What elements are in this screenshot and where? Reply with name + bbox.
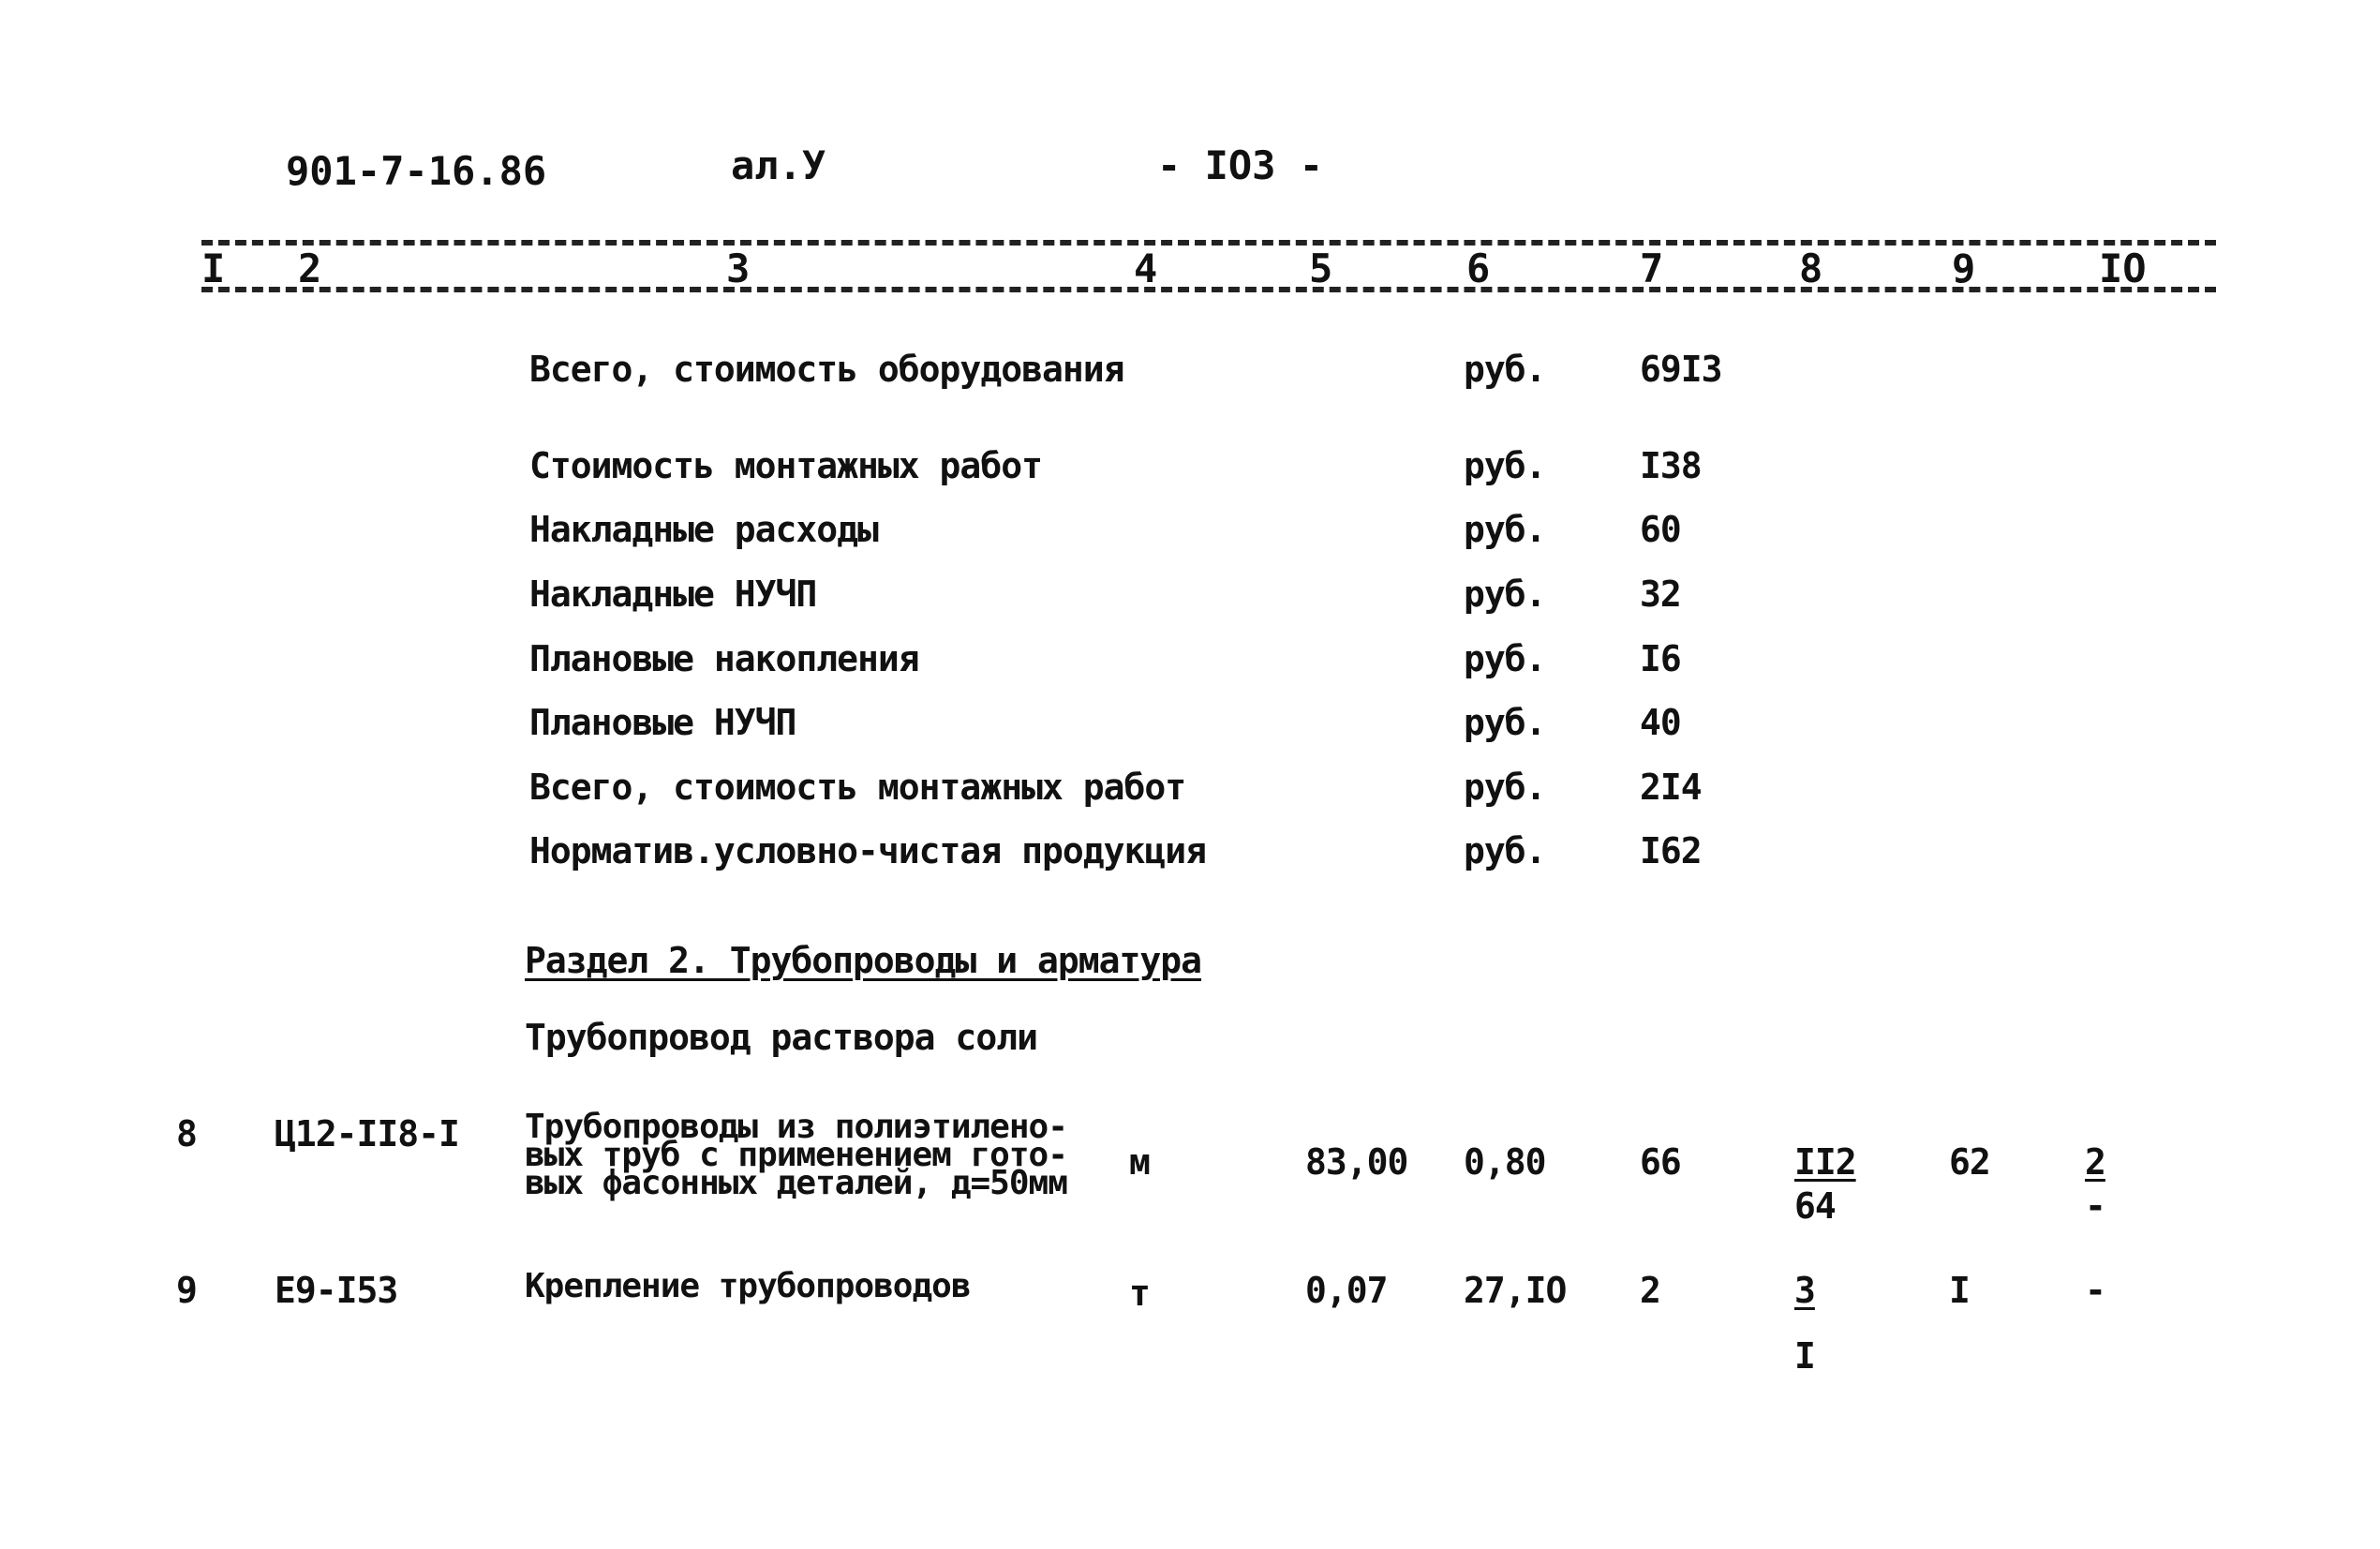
row-value: 2I4: [1640, 767, 1702, 808]
section-title: Раздел 2. Трубопроводы и арматура: [525, 940, 1201, 981]
row-unit: руб.: [1464, 573, 1546, 615]
row-value: 40: [1640, 702, 1681, 743]
item-code: Е9-I53: [275, 1270, 398, 1311]
item-description: [525, 1267, 971, 1305]
item-unit-price: 27,IO: [1464, 1270, 1567, 1311]
row-value: I6: [1640, 638, 1681, 679]
row-unit: руб.: [1464, 767, 1546, 808]
row-unit: руб.: [1464, 445, 1546, 486]
row-label: Всего, стоимость монтажных работ: [529, 767, 1186, 808]
row-label: Плановые накопления: [529, 638, 919, 679]
table-header-top-line: [201, 240, 2216, 246]
description-line: вых фасонных деталей, д=50мм: [525, 1164, 1067, 1202]
row-value: 69I3: [1640, 349, 1722, 390]
column-number-1: I: [201, 246, 226, 291]
column-number-3: 3: [726, 246, 751, 291]
item-col8-bottom: 64: [1794, 1185, 1836, 1227]
item-total: 2: [1640, 1270, 1660, 1311]
item-code: Ц12-II8-I: [275, 1113, 459, 1154]
row-value: 32: [1640, 573, 1681, 615]
item-number: 9: [176, 1270, 197, 1311]
row-unit: руб.: [1464, 509, 1546, 550]
description-line: Крепление трубопроводов: [525, 1267, 971, 1305]
item-unit: м: [1129, 1141, 1150, 1183]
item-description: [525, 1108, 1067, 1202]
row-label: Накладные НУЧП: [529, 573, 817, 615]
item-unit: т: [1129, 1273, 1150, 1314]
column-number-8: 8: [1799, 246, 1823, 291]
item-col10-bottom: -: [2085, 1185, 2105, 1227]
item-col8-top: 3: [1794, 1270, 1815, 1311]
row-unit: руб.: [1464, 702, 1546, 743]
item-unit-price: 0,80: [1464, 1141, 1546, 1183]
description-line: вых труб с применением гото-: [525, 1136, 1067, 1174]
row-value: 60: [1640, 509, 1681, 550]
item-col8-bottom: I: [1794, 1335, 1815, 1377]
row-value: I62: [1640, 830, 1702, 871]
column-number-9: 9: [1952, 246, 1976, 291]
item-col10-top: -: [2085, 1270, 2105, 1311]
row-label: Плановые НУЧП: [529, 702, 796, 743]
column-number-6: 6: [1466, 246, 1491, 291]
column-number-4: 4: [1134, 246, 1158, 291]
row-unit: руб.: [1464, 349, 1546, 390]
row-label: Накладные расходы: [529, 509, 878, 550]
column-number-7: 7: [1640, 246, 1664, 291]
column-number-5: 5: [1309, 246, 1333, 291]
column-number-2: 2: [298, 246, 322, 291]
item-total: 66: [1640, 1141, 1681, 1183]
column-number-10: IO: [2099, 246, 2147, 291]
item-quantity: 83,00: [1305, 1141, 1408, 1183]
row-label: Норматив.условно-чистая продукция: [529, 830, 1206, 871]
row-value: I38: [1640, 445, 1702, 486]
row-label: Всего, стоимость оборудования: [529, 349, 1124, 390]
description-line: Трубопроводы из полиэтилено-: [525, 1108, 1067, 1146]
row-label: Стоимость монтажных работ: [529, 445, 1042, 486]
row-unit: руб.: [1464, 830, 1546, 871]
page-number: - IO3 -: [1157, 142, 1324, 188]
row-unit: руб.: [1464, 638, 1546, 679]
album-label: ал.У: [731, 142, 826, 188]
item-col8-top: II2: [1794, 1141, 1856, 1183]
document-code: 901-7-16.86: [286, 148, 547, 194]
item-quantity: 0,07: [1305, 1270, 1388, 1311]
item-col9: I: [1949, 1270, 1970, 1311]
item-col9: 62: [1949, 1141, 1990, 1183]
item-number: 8: [176, 1113, 197, 1154]
table-header-bottom-line: [201, 287, 2216, 292]
item-col10-top: 2: [2085, 1141, 2105, 1183]
section-subtitle: Трубопровод раствора соли: [525, 1017, 1037, 1058]
